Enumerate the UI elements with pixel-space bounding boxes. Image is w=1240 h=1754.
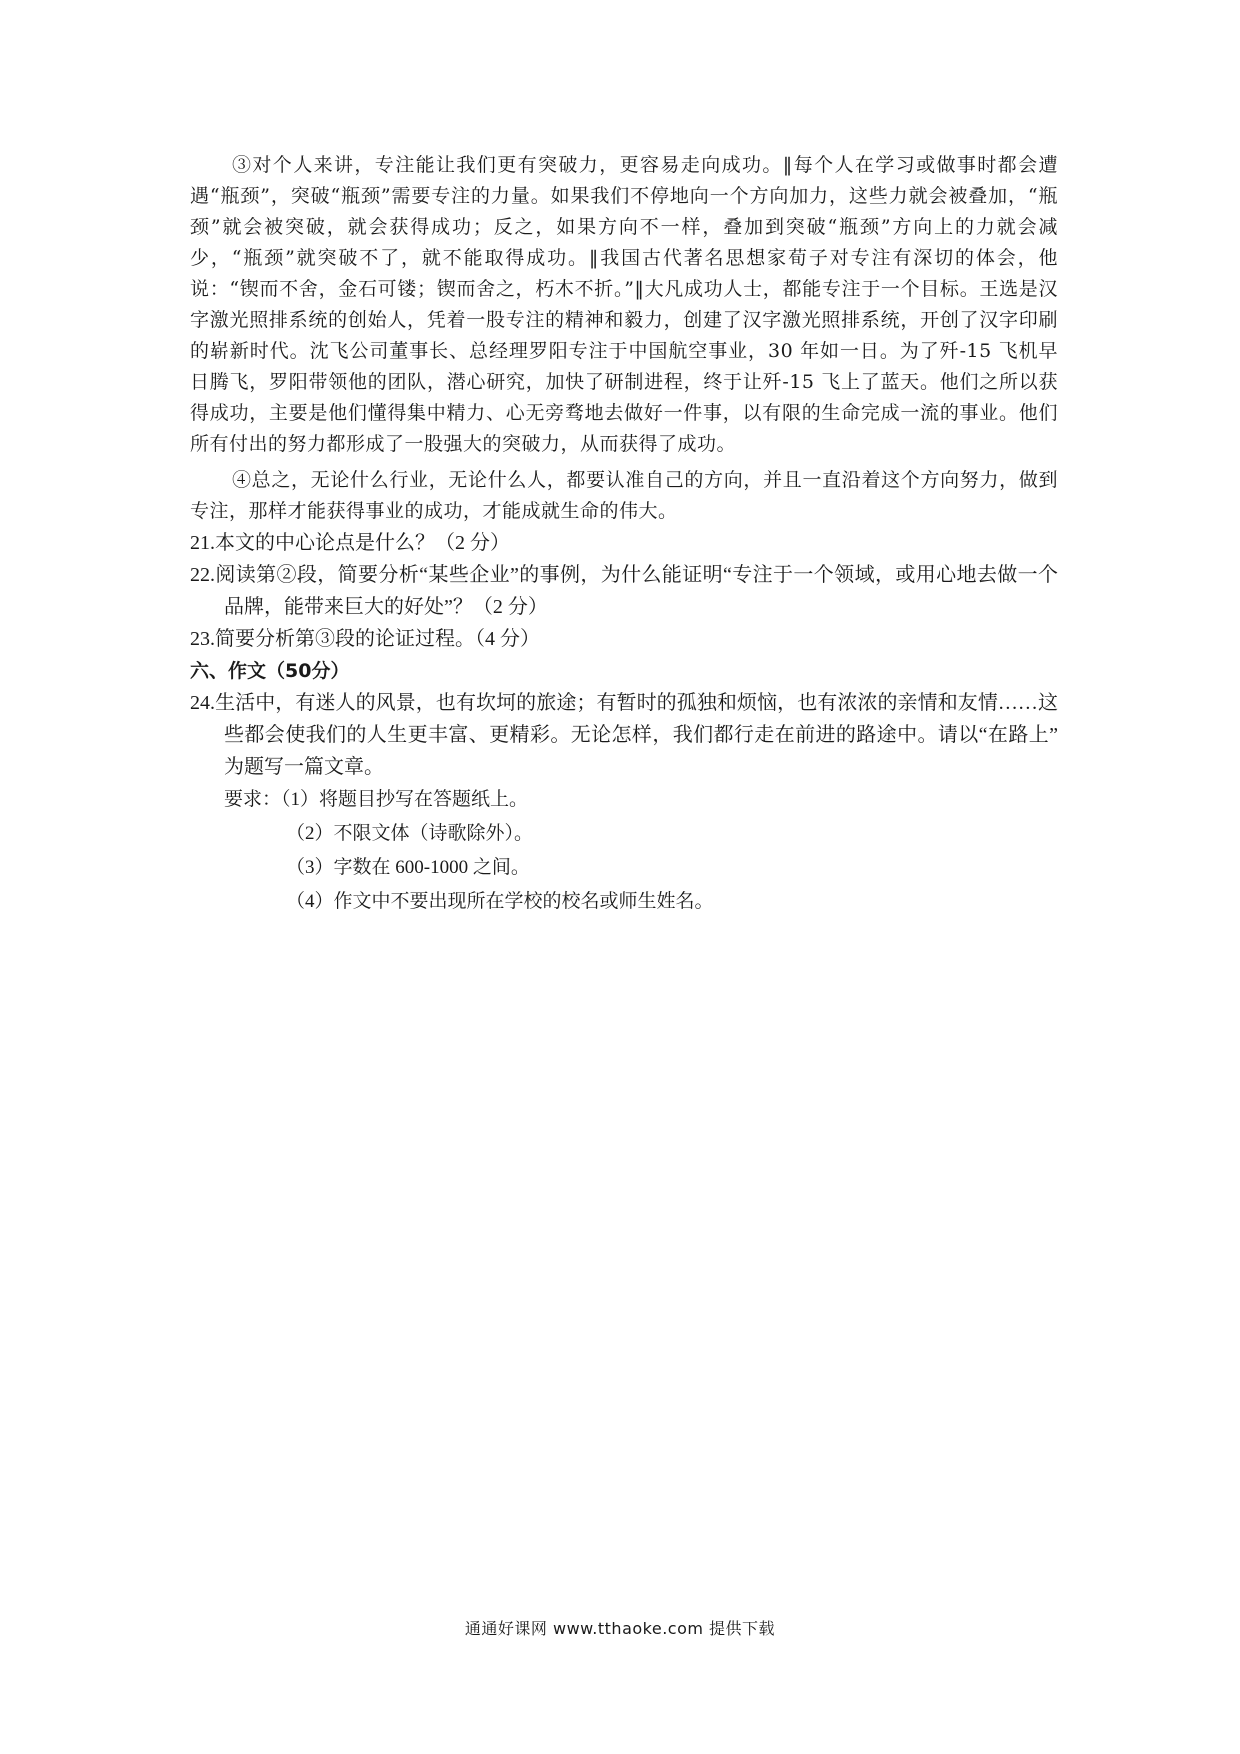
question-24: 24.生活中，有迷人的风景，也有坎坷的旅途；有暂时的孤独和烦恼，也有浓浓的亲情和友情……这些都会使我们的人生更丰富、更精彩。无论怎样，我们都行走在前进的路途中。请以“在路上” 为题写一篇文章。 bbox=[190, 692, 1058, 778]
requirement-4: （4）作文中不要出现所在学校的校名或师生姓名。 bbox=[286, 891, 714, 912]
requirement-1: 要求：（1）将题目抄写在答题纸上。 bbox=[224, 789, 529, 810]
requirement-3: （3）字数在 600-1000 之间。 bbox=[286, 857, 530, 878]
paragraph-3: ③对个人来讲，专注能让我们更有突破力，更容易走向成功。‖每个人在学习或做事时都会遭遇“瓶颈”，突破“瓶颈”需要专注的力量。如果我们不停地向一个方向加力，这些力就会被叠加，“瓶颈”就会被突破，就会获得成功；反之，如果方向不一样，叠加到突破“瓶颈”方向上的力就会减少，“瓶颈”就突破不了，就不能取得成功。‖我国古代著名思想家荀子对专注有深切的体会，他说：“锲而不舍，金石可镂；锲而舍之，朽木不折。”‖大凡成功人士，都能专注于一个目标。王选是汉字激光照排系统的创始人，凭着一股专注的精神和毅力，创建了汉字激光照排系统，开创了汉字印刷的崭新时代。沈飞公司董事长、总经理罗阳专注于中国航空事业，30 年如一日。为了歼-15 飞机早日腾飞，罗阳带领他的团队，潜心研究，加快了研制进程，终于让歼-15 飞上了蓝天。他们之所以获得成功，主要是他们懂得集中精力、心无旁骛地去做好一件事，以有限的生命完成一流的事业。他们所有付出的努力都形成了一股强大的突破力，从而获得了成功。 bbox=[190, 154, 1058, 455]
question-23: 23.简要分析第③段的论证过程。（4 分） bbox=[190, 628, 540, 650]
page-content bbox=[190, 150, 1058, 919]
paragraph-4: ④总之，无论什么行业，无论什么人，都要认准自己的方向，并且一直沿着这个方向努力，做到专注，那样才能获得事业的成功，才能成就生命的伟大。 bbox=[190, 469, 1058, 522]
section-title-composition: 六、作文（50分） bbox=[190, 660, 350, 682]
requirement-2: （2）不限文体（诗歌除外）。 bbox=[286, 823, 534, 844]
question-22: 22.阅读第②段，简要分析“某些企业”的事例，为什么能证明“专注于一个领域，或用心地去做一个品牌，能带来巨大的好处”？（2 分） bbox=[190, 564, 1058, 618]
question-21: 21.本文的中心论点是什么？（2 分） bbox=[190, 532, 510, 554]
footer-download-note: 通通好课网 www.tthaoke.com 提供下载 bbox=[464, 1619, 776, 1638]
